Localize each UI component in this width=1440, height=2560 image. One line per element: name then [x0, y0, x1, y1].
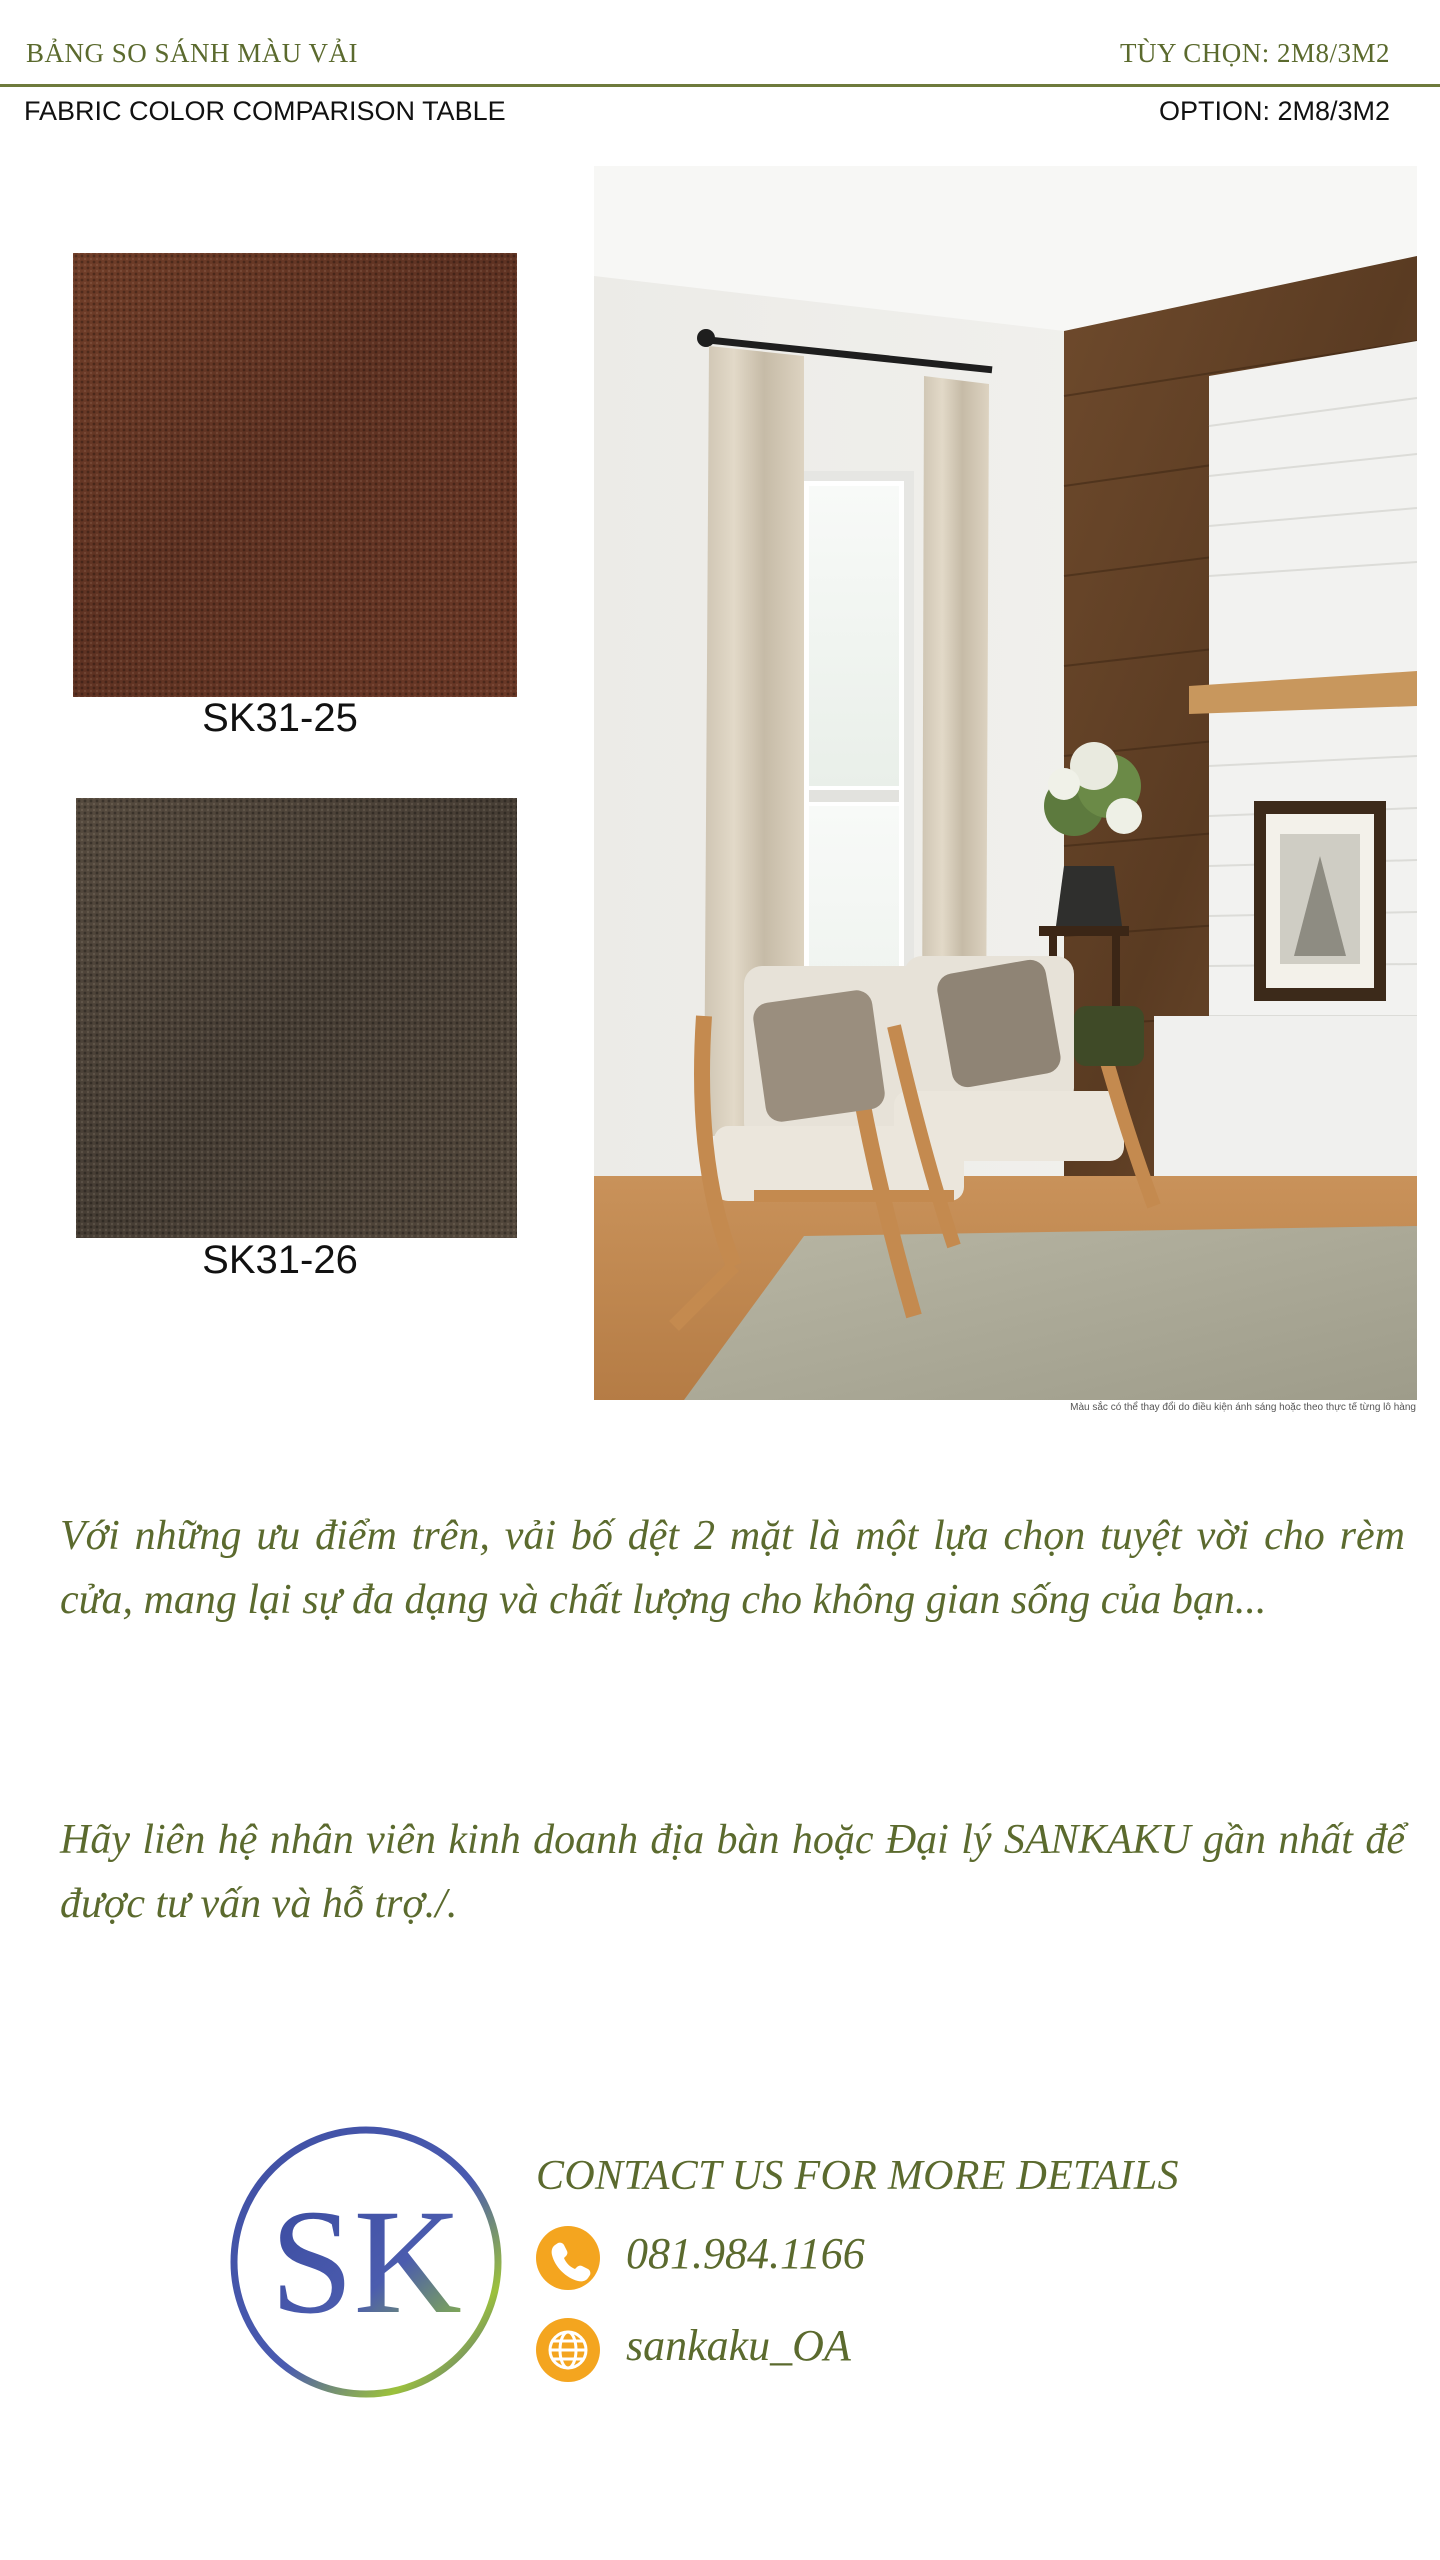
photo-disclaimer: Màu sắc có thể thay đổi do điều kiện ánh sáng hoặc theo thực tế từng lô hàng	[1070, 1402, 1416, 1413]
globe-icon	[536, 2318, 600, 2382]
fabric-swatch-sk31-25	[73, 253, 517, 697]
header-divider	[0, 84, 1440, 87]
logo-text: SK	[270, 2179, 462, 2345]
body-paragraph-1: Với những ưu điểm trên, vải bố dệt 2 mặt là một lựa chọn tuyệt vời cho rèm cửa, mang lại sự đa dạng và chất lượng cho không gian sống của bạn...	[60, 1513, 1405, 1623]
fabric-swatch-sk31-26	[76, 798, 517, 1238]
contact-web[interactable]: sankaku_OA	[626, 2321, 851, 2370]
contact-phone[interactable]: 081.984.1166	[626, 2229, 865, 2278]
swatch-label-sk31-26: SK31-26	[202, 1238, 358, 1282]
header-option-en: OPTION: 2M8/3M2	[1158, 96, 1390, 126]
contact-title: CONTACT US FOR MORE DETAILS	[536, 2153, 1179, 2199]
phone-icon	[536, 2226, 600, 2290]
room-photo	[594, 166, 1417, 1400]
header-title-en: FABRIC COLOR COMPARISON TABLE	[24, 96, 506, 126]
swatch-label-sk31-25: SK31-25	[202, 696, 358, 740]
header-title-vn: BẢNG SO SÁNH MÀU VẢI	[26, 38, 359, 68]
header-option-vn: TÙY CHỌN: 2M8/3M2	[1119, 38, 1390, 68]
body-paragraph-2: Hãy liên hệ nhân viên kinh doanh địa bàn hoặc Đại lý SANKAKU gần nhất để được tư vấn và hỗ trợ./.	[60, 1817, 1405, 1927]
sankaku-logo	[226, 2122, 506, 2402]
